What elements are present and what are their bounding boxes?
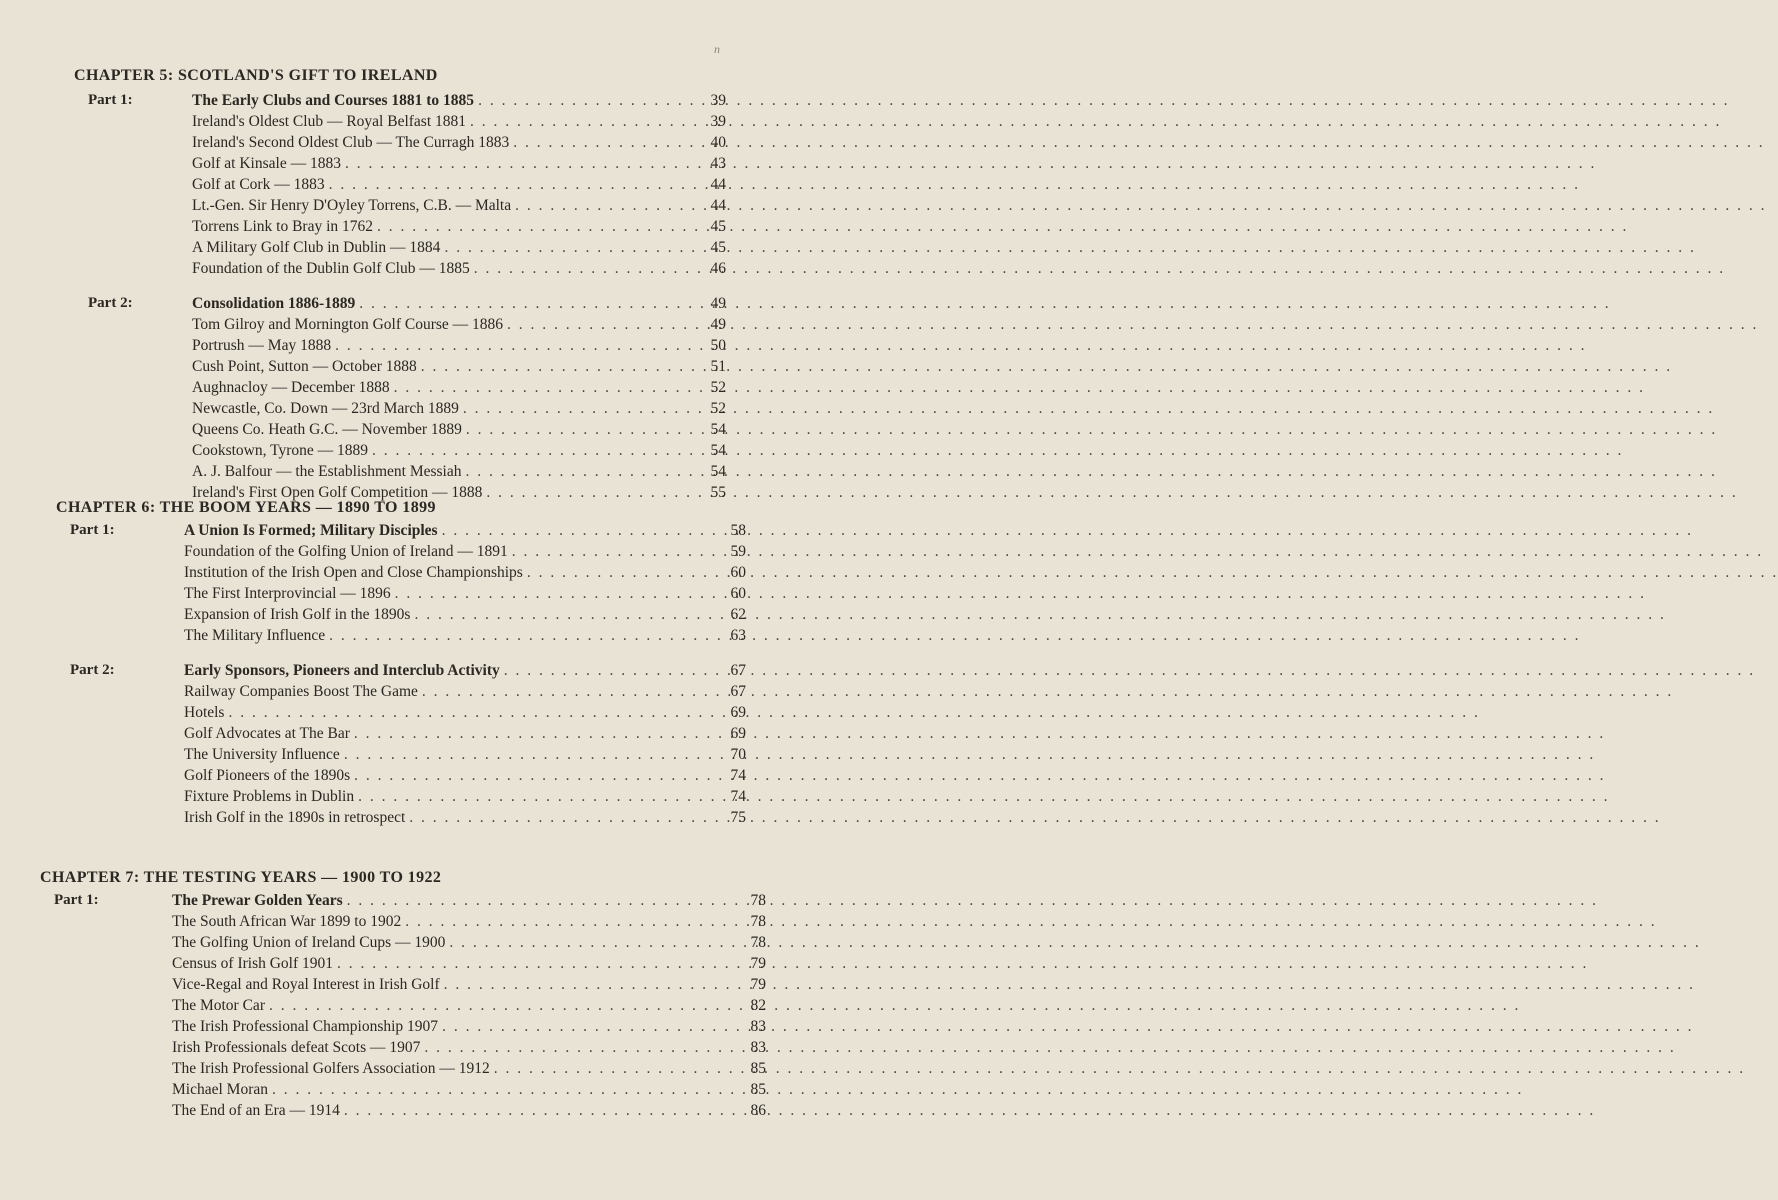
page-number: 74 [730,767,746,784]
entry-title: The Military Influence [184,627,326,644]
page-number: 45 [710,239,726,256]
page-number: 45 [710,218,726,235]
chapter-5 [74,66,726,503]
toc-entry [172,1058,766,1079]
entry-title: A Union Is Formed; Military Disciples [184,522,438,539]
toc-entry [184,541,746,562]
dot-leader [344,1100,736,1121]
toc-entry [184,723,746,744]
dot-leader [329,625,716,646]
page-number: 46 [710,260,726,277]
dot-leader [228,702,716,723]
part-section [40,890,766,1121]
toc-entry [172,1079,766,1100]
page-number: 60 [730,564,746,581]
page-number: 85 [750,1060,766,1077]
page-number: 54 [710,463,726,480]
page-number: 44 [710,197,726,214]
page-number: 59 [730,543,746,560]
toc-entry [192,216,726,237]
page-number: 78 [750,892,766,909]
toc-entry [172,890,766,911]
page-number: 39 [710,92,726,109]
dot-leader [329,174,696,195]
page-number: 52 [710,400,726,417]
toc-entry [184,625,746,646]
entry-title: The University Influence [184,746,340,763]
part-section [74,293,726,503]
toc-entry [192,258,726,279]
entry-title: Golf Pioneers of the 1890s [184,767,351,784]
toc-entry [192,90,726,111]
entry-title: Foundation of the Dublin Golf Club — 1885 [192,260,470,277]
toc-entry [184,562,746,583]
entry-title: Golf Advocates at The Bar [184,725,350,742]
page-number: 63 [730,627,746,644]
entry-title: Michael Moran [172,1081,268,1098]
page-number: 49 [710,316,726,333]
entry-title: Vice-Regal and Royal Interest in Irish Golf [172,976,440,993]
toc-entry [184,765,746,786]
dot-leader [512,541,716,562]
page-number: 51 [710,358,726,375]
toc-entry [192,314,726,335]
page-number: 52 [710,379,726,396]
toc-entry [192,132,726,153]
dot-leader [507,314,696,335]
toc-entry [192,237,726,258]
page-number: 69 [730,725,746,742]
dot-leader [466,419,696,440]
entry-title: Early Sponsors, Pioneers and Interclub Activity [184,662,500,679]
page-number: 43 [710,155,726,172]
toc-entry [192,356,726,377]
entry-title: The Motor Car [172,997,265,1014]
toc-entry [172,995,766,1016]
toc-entry [192,195,726,216]
dot-leader [444,237,696,258]
dot-leader [421,356,696,377]
dot-leader [337,953,736,974]
toc-entry [192,419,726,440]
page-number: 67 [730,683,746,700]
toc-entry [192,335,726,356]
toc-entry [172,932,766,953]
toc-entry [192,174,726,195]
dot-leader [269,995,736,1016]
entry-title: Hotels [184,704,225,721]
page-number: 39 [710,113,726,130]
toc-entry [184,604,746,625]
toc-entry [192,440,726,461]
entry-title: Queens Co. Heath G.C. — November 1889 [192,421,462,438]
page-number: 67 [730,662,746,679]
dot-leader [409,807,716,828]
entry-title: Railway Companies Boost The Game [184,683,418,700]
toc-entry [192,398,726,419]
dot-leader [394,377,696,398]
part-label: Part 2: [88,295,133,311]
dot-leader [478,90,696,111]
chapter-6 [56,498,746,828]
entry-title: A Military Golf Club in Dublin — 1884 [192,239,441,256]
dot-leader [395,583,716,604]
entry-title: Consolidation 1886-1889 [192,295,356,312]
page-number: 54 [710,442,726,459]
dot-leader [335,335,696,356]
page-number: 40 [710,134,726,151]
page-number: 60 [730,585,746,602]
dot-leader [359,293,696,314]
entry-title: Lt.-Gen. Sir Henry D'Oyley Torrens, C.B. — Malta [192,197,512,214]
entry-title: Torrens Link to Bray in 1762 [192,218,374,235]
toc-entry [192,111,726,132]
part-label: Part 2: [70,662,115,678]
dot-leader [272,1079,736,1100]
toc-entry [184,660,746,681]
entry-title: The Irish Professional Golfers Association — 1912 [172,1060,490,1077]
entry-title: Golf at Kinsale — 1883 [192,155,341,172]
part-label: Part 1: [88,92,133,108]
part-section [74,90,726,279]
part-label: Part 1: [70,522,115,538]
page-number: 79 [750,955,766,972]
entry-title: Irish Professionals defeat Scots — 1907 [172,1039,421,1056]
page-number: 62 [730,606,746,623]
part-label: Part 1: [54,892,99,908]
toc-entry [172,911,766,932]
entry-title: The Irish Professional Championship 1907 [172,1018,439,1035]
dot-leader [442,520,716,541]
dot-leader [494,1058,736,1079]
entry-title: Institution of the Irish Open and Close Championships [184,564,523,581]
toc-entry [184,807,746,828]
dot-leader [422,681,716,702]
dot-leader [449,932,736,953]
dot-leader [347,890,736,911]
entry-title: Ireland's Oldest Club — Royal Belfast 1881 [192,113,467,130]
page-number: 69 [730,704,746,721]
chapter-title: CHAPTER 5: SCOTLAND'S GIFT TO IRELAND [74,67,438,84]
part-section [56,520,746,646]
book-page [0,0,811,1200]
entry-title: The South African War 1899 to 1902 [172,913,402,930]
entry-title: Cookstown, Tyrone — 1889 [192,442,369,459]
chapter-title: CHAPTER 6: THE BOOM YEARS — 1890 TO 1899 [56,499,436,516]
page-number: 70 [730,746,746,763]
entry-title: Golf at Cork — 1883 [192,176,325,193]
toc-entry [184,583,746,604]
page-number: 83 [750,1039,766,1056]
entry-title: Irish Golf in the 1890s in retrospect [184,809,406,826]
dot-leader [345,153,696,174]
toc-entry [172,1100,766,1121]
page-number: 86 [750,1102,766,1119]
entry-title: Portrush — May 1888 [192,337,332,354]
entry-title: Newcastle, Co. Down — 23rd March 1889 [192,400,459,417]
page-number: 54 [710,421,726,438]
entry-title: Ireland's Second Oldest Club — The Curragh 1883 [192,134,510,151]
toc-entry [192,377,726,398]
entry-title: Cush Point, Sutton — October 1888 [192,358,417,375]
page-number: 49 [710,295,726,312]
dot-leader [474,258,696,279]
entry-title: Census of Irish Golf 1901 [172,955,334,972]
page-number: 44 [710,176,726,193]
page-number: 82 [750,997,766,1014]
dot-leader [344,744,716,765]
dot-leader [515,195,696,216]
chapter-title: CHAPTER 7: THE TESTING YEARS — 1900 TO 1922 [40,869,442,886]
toc-entry [184,520,746,541]
page-number: 83 [750,1018,766,1035]
page-number: 50 [710,337,726,354]
dot-leader [504,660,716,681]
page-number: 55 [710,484,726,501]
part-section [56,660,746,828]
page-number: 75 [730,809,746,826]
entry-title: The Early Clubs and Courses 1881 to 1885 [192,92,475,109]
toc-entry [184,744,746,765]
dot-leader [405,911,736,932]
dot-leader [377,216,696,237]
entry-title: The End of an Era — 1914 [172,1102,340,1119]
page-number: 78 [750,934,766,951]
toc-entry [172,1016,766,1037]
entry-title: Tom Gilroy and Mornington Golf Course — 1886 [192,316,504,333]
toc-entry [172,1037,766,1058]
dot-leader [354,765,716,786]
dot-leader [424,1037,736,1058]
toc-entry [184,681,746,702]
dot-leader [442,1016,736,1037]
dot-leader [444,974,736,995]
entry-title: The Prewar Golden Years [172,892,343,909]
dot-leader [372,440,696,461]
toc-entry [184,702,746,723]
page-number: 78 [750,913,766,930]
entry-title: Fixture Problems in Dublin [184,788,355,805]
toc-entry [172,974,766,995]
chapter-7 [40,868,766,1121]
page-mark: n [714,42,720,56]
dot-leader [414,604,716,625]
entry-title: The First Interprovincial — 1896 [184,585,391,602]
entry-title: Expansion of Irish Golf in the 1890s [184,606,411,623]
toc-entry [192,461,726,482]
toc-entry [192,153,726,174]
entry-title: The Golfing Union of Ireland Cups — 1900 [172,934,446,951]
dot-leader [354,723,716,744]
toc-entry [184,786,746,807]
page-number: 85 [750,1081,766,1098]
entry-title: Ireland's First Open Golf Competition — 1888 [192,484,483,501]
entry-title: A. J. Balfour — the Establishment Messiah [192,463,462,480]
dot-leader [466,461,697,482]
page-number: 74 [730,788,746,805]
entry-title: Foundation of the Golfing Union of Ireland — 1891 [184,543,508,560]
toc-entry [192,293,726,314]
entry-title: Aughnacloy — December 1888 [192,379,390,396]
page-number: 58 [730,522,746,539]
dot-leader [527,562,716,583]
dot-leader [513,132,696,153]
dot-leader [463,398,696,419]
dot-leader [358,786,716,807]
page-number: 79 [750,976,766,993]
dot-leader [470,111,696,132]
toc-entry [172,953,766,974]
